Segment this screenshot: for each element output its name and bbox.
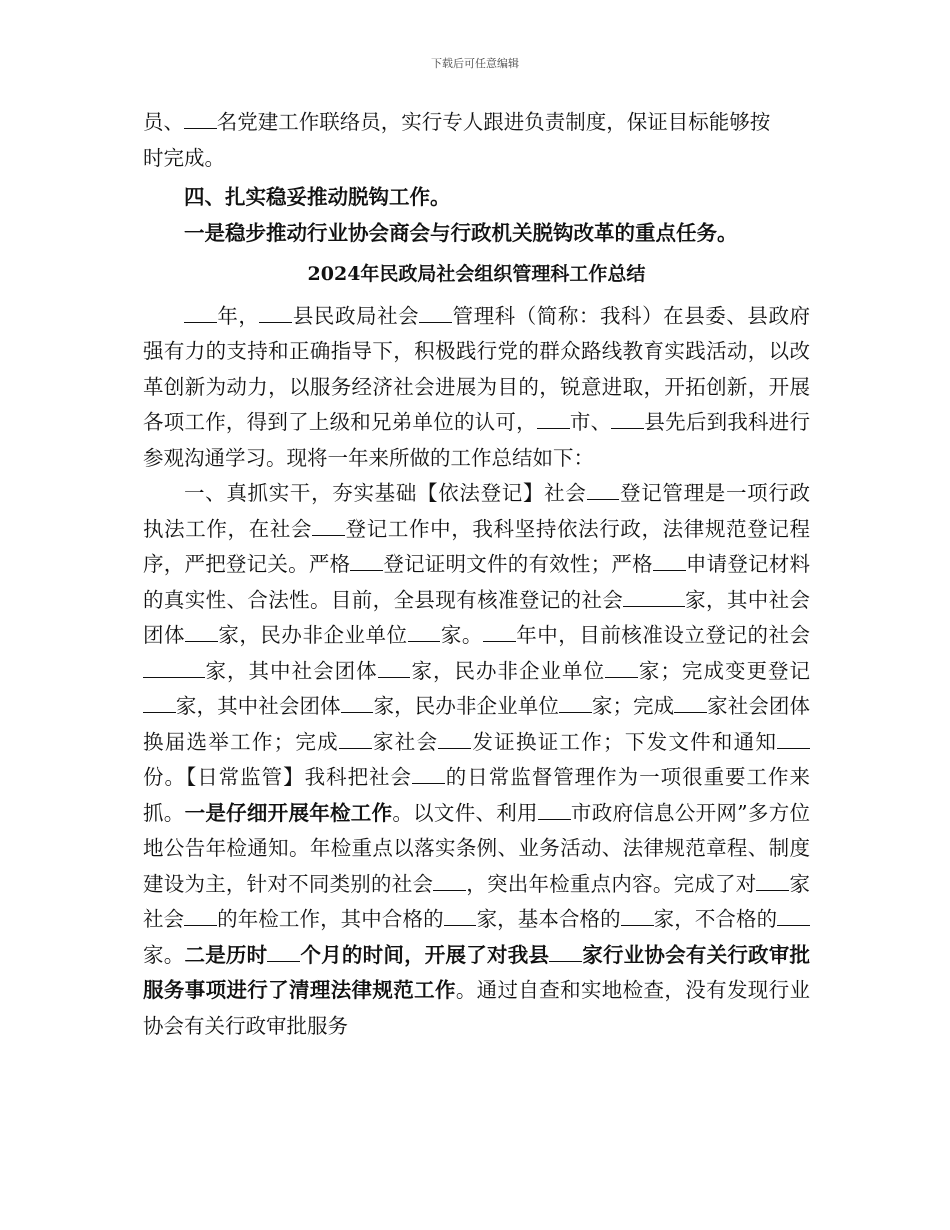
text-run: 申请登记材料的真实性、合法性。目前，全县现有核准登记的社会 (143, 552, 811, 612)
blank-line (623, 587, 685, 606)
text-run: 家，其中社会团体 (175, 694, 341, 718)
text-run: 家。 (143, 942, 185, 967)
blank-line (444, 907, 477, 926)
blank-line (605, 658, 638, 677)
text-run: 家。 (440, 623, 483, 647)
text-run: 家，基本合格的 (476, 907, 621, 931)
blank-line (483, 623, 516, 642)
blank-line (611, 410, 644, 429)
blank-line (143, 694, 176, 713)
blank-line (184, 303, 217, 322)
text-run: 的日常监督管理作为一项很重要工作来抓。 (143, 765, 811, 825)
text-run: 县先后到我科进行参观沟通学习。现将一年来所做的工作总结如下： (143, 410, 811, 470)
page-header: 下载后可任意编辑 (431, 57, 519, 70)
text-run: 家，民办非企业单位 (410, 658, 606, 683)
blank-line (433, 871, 466, 890)
text-run: 名党建工作联络员，实行专人跟进负责制度，保证目标能够按 (216, 110, 771, 134)
blank-line (621, 907, 654, 926)
blank-line (378, 658, 411, 677)
blank-line (419, 303, 452, 322)
blank-line (143, 658, 205, 677)
text-run: 市政府信息公开网”多方位地公告年检通知。年检重点以落实条例、业务活动、法律规范章程、制度建设为主，针对不同类别的社会 (143, 800, 810, 896)
blank-line (756, 871, 789, 890)
blank-line (777, 729, 810, 748)
text-run: 县民政局社会 (292, 303, 420, 328)
blank-line (339, 729, 372, 748)
text-run: 家社会 (371, 729, 439, 754)
blank-line (184, 907, 217, 926)
text-run: 管理科（简称：我科）在县委、县政府强有力的支持和正确指导下，积极践行党的群众路线教育实践活动，以改革创新为动力，以服务经济社会进展为目的，锐意进取，开拓创新，开展各项工作，得到了上级和兄弟单位的认可， (143, 303, 811, 434)
blank-line (312, 516, 345, 535)
text-run: 年， (216, 303, 260, 328)
blank-line (267, 942, 300, 961)
blank-line (438, 729, 471, 748)
blank-line (674, 694, 707, 713)
text-run: 。以文件、利用 (392, 800, 538, 825)
text-run: 家社会团体换届选举工作；完成 (143, 694, 811, 754)
text-run: 家，民办非企业单位 (217, 623, 408, 647)
text-run-bold: 一是仔细开展年检工作 (184, 800, 393, 825)
text-run: 家；完成变更登记 (637, 658, 811, 683)
text-run: 家社会 (143, 871, 811, 931)
blank-line (549, 942, 582, 961)
text-run-bold: 家行业协会有关行政审批服务事项进行了清理法律规范工作 (143, 942, 811, 1002)
text-run: 的年检工作，其中合格的 (217, 907, 444, 931)
body-paragraph (143, 476, 810, 1044)
text-run: 。通过自查和实地检查，没有发现行业协会有关行政审批服务 (143, 978, 811, 1038)
text-run: 登记工作中，我科坚持依法行政，法律规范登记程序，严把登记关。严格 (143, 516, 811, 576)
text-run: 登记管理是一项行政执法工作，在社会 (143, 481, 811, 541)
text-run: 家；完成 (591, 694, 675, 718)
intro-paragraph (143, 299, 810, 477)
section-subheading: 一是稳步推动行业协会商会与行政机关脱钩改革的重点任务。 (184, 220, 738, 245)
document-title: 2024年民政局社会组织管理科工作总结 (307, 263, 646, 285)
text-run: 一、真抓实干，夯实基础【依法登记】社会 (184, 481, 587, 505)
text-run: 发证换证工作；下发文件和通知 (471, 729, 778, 754)
text-run: 时完成。 (143, 145, 225, 170)
blank-line (341, 694, 374, 713)
paragraph-continuation (143, 105, 810, 176)
blank-line (538, 800, 571, 819)
text-run: 市、 (569, 410, 612, 434)
text-run: 家，其中社会团体 (143, 587, 811, 647)
text-run-bold: 个月的时间，开展了对我县 (300, 942, 550, 967)
blank-line (537, 410, 570, 429)
text-run: 年中，目前核准设立登记的社会 (515, 623, 811, 647)
blank-line (350, 552, 383, 571)
blank-line (184, 110, 217, 129)
text-run: 份。【日常监管】我科把社会 (143, 765, 413, 789)
text-run: 登记证明文件的有效性；严格 (383, 552, 653, 576)
blank-line (559, 694, 592, 713)
blank-line (185, 623, 218, 642)
text-run: 家，不合格的 (653, 907, 778, 931)
blank-line (587, 481, 620, 500)
blank-line (412, 765, 445, 784)
blank-line (653, 552, 686, 571)
blank-line (408, 623, 441, 642)
blank-line (259, 303, 292, 322)
text-run: ，突出年检重点内容。完成了对 (466, 871, 757, 896)
document-body (143, 105, 810, 1044)
blank-line (777, 907, 810, 926)
text-run-bold: 二是历时 (184, 942, 268, 967)
section-heading-4: 四、扎实稳妥推动脱钩工作。 (184, 185, 451, 209)
text-run: 家，其中社会团体 (204, 658, 378, 683)
text-run: 家，民办非企业单位 (373, 694, 559, 718)
text-run: 员、 (143, 110, 184, 134)
